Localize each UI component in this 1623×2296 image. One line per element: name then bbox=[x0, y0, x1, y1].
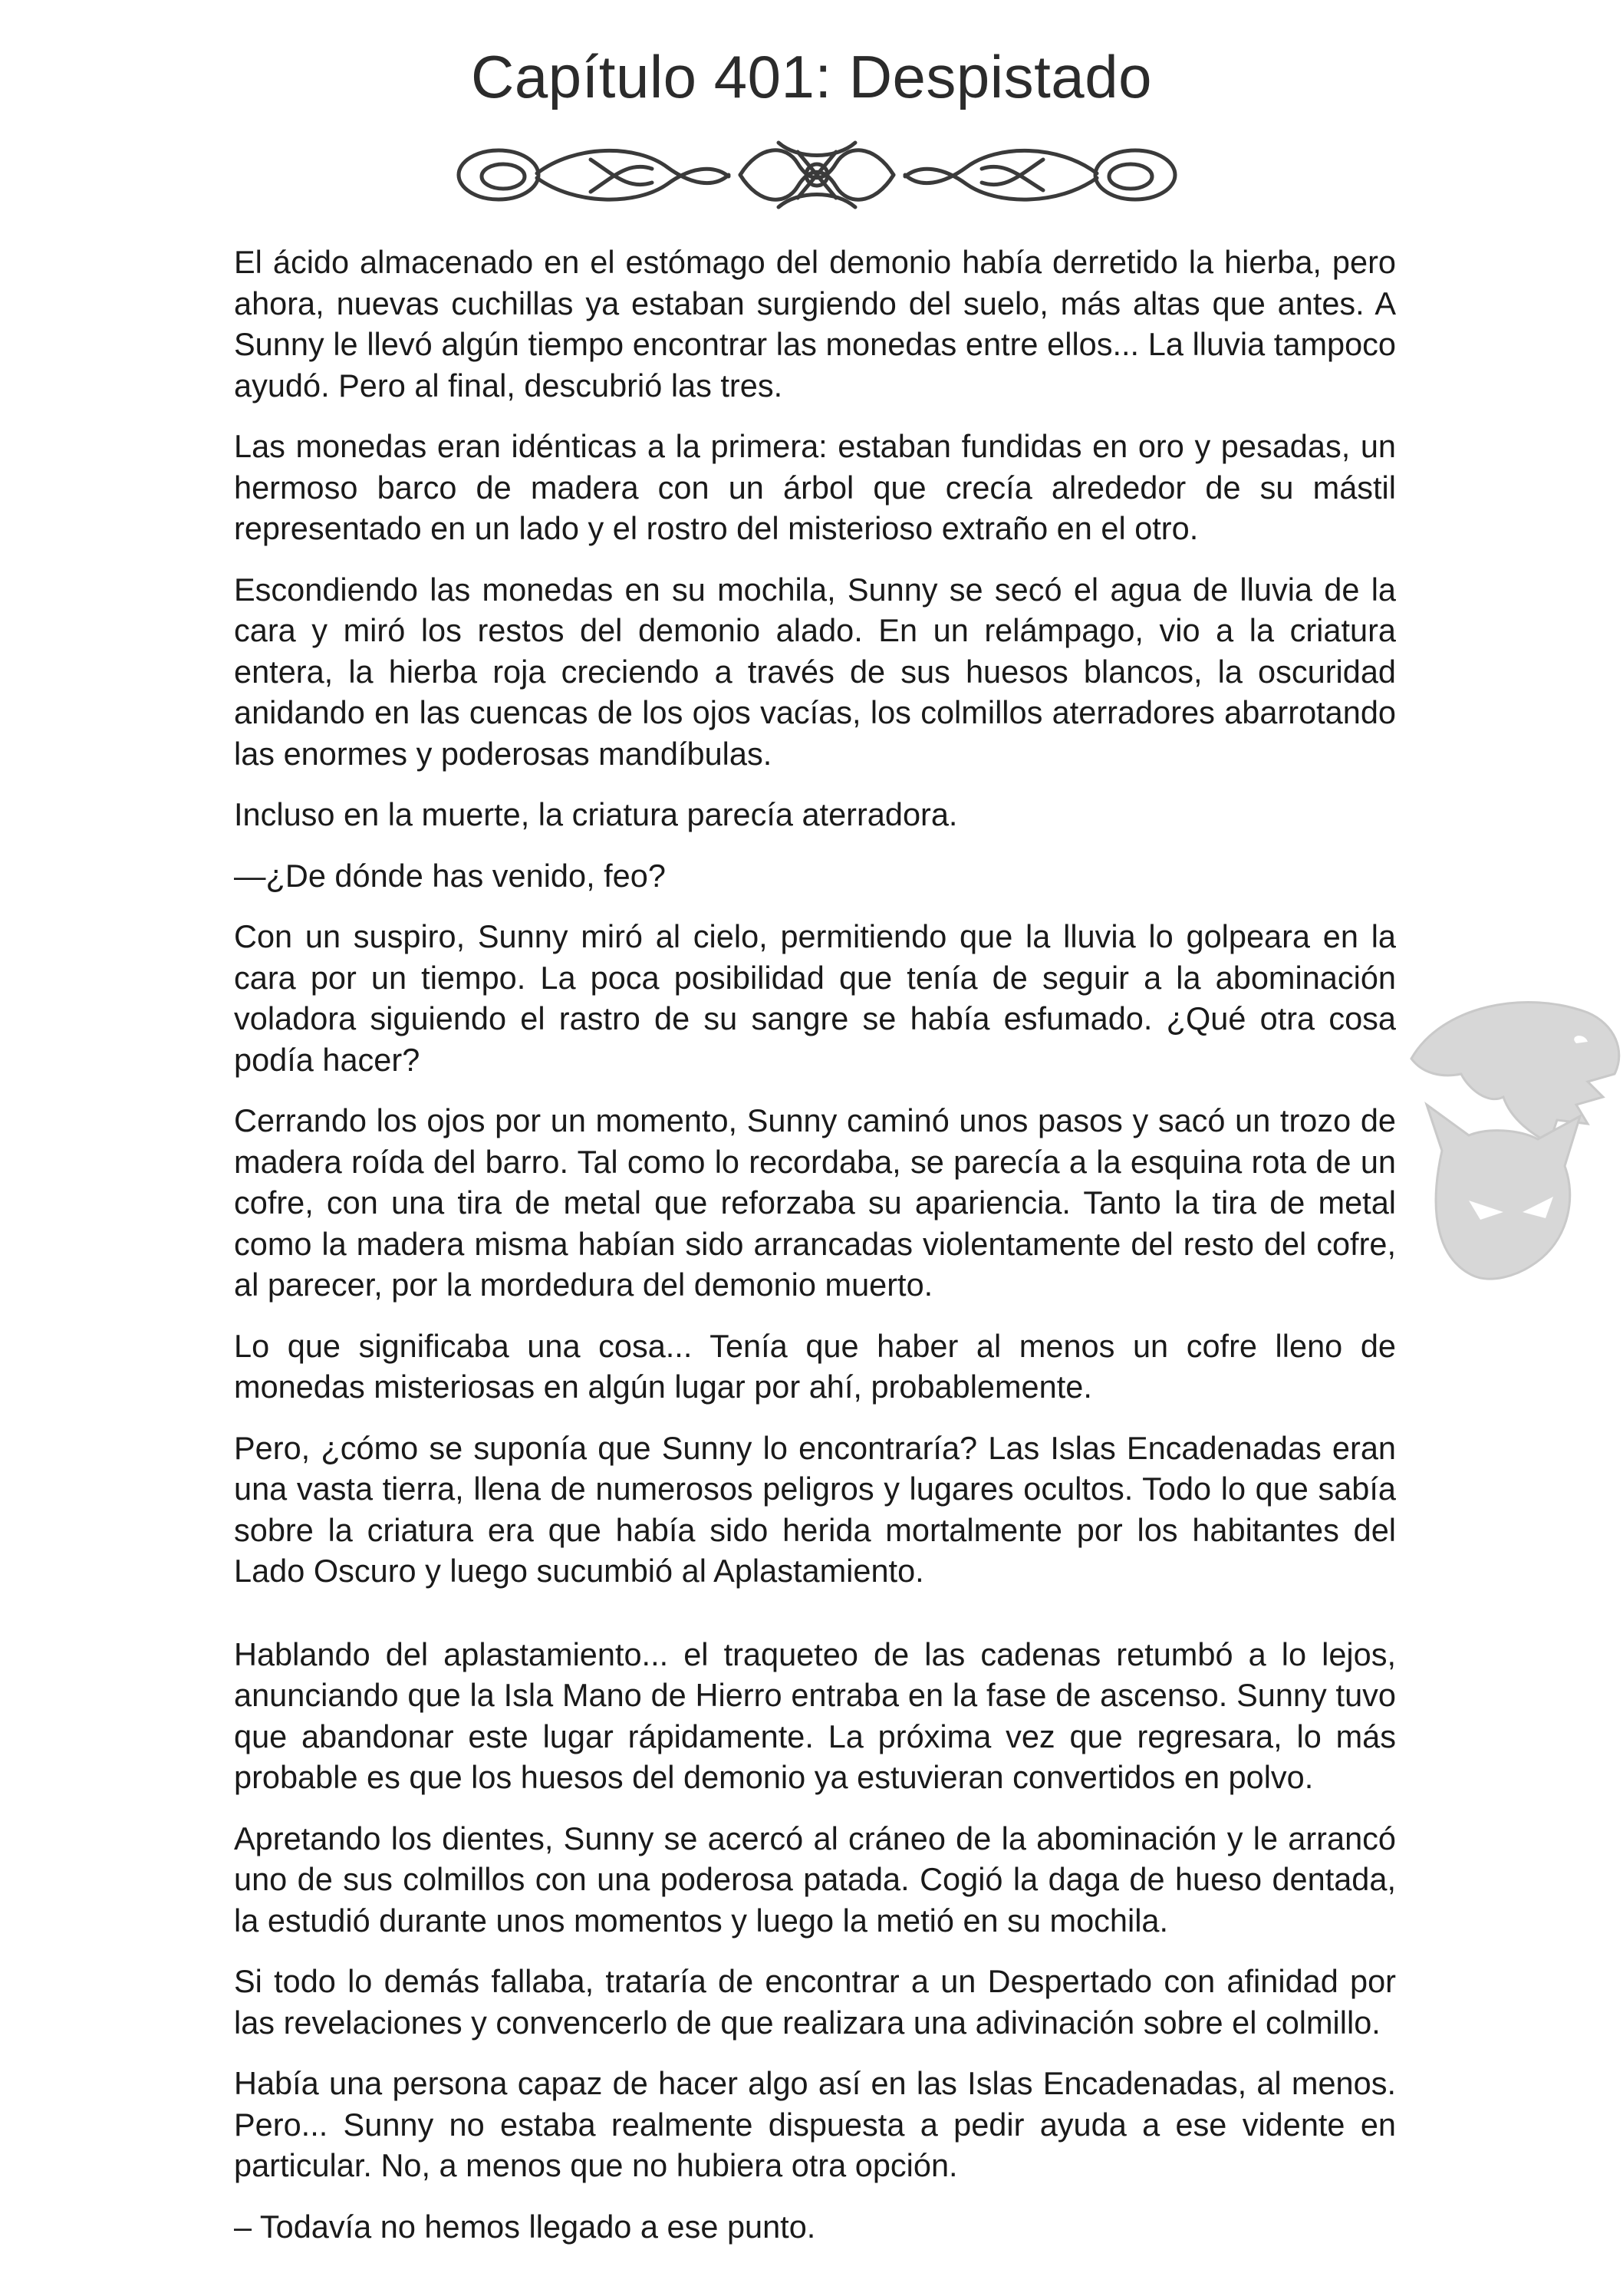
paragraph: Había una persona capaz de hacer algo así en las Islas Encadenadas, al menos. Pero... Sunny no estaba realmente dispuesta a pedir ayuda a ese vidente en particular. No, a menos que no hubiera otra opción. bbox=[234, 2065, 1396, 2183]
flourish-divider-icon bbox=[437, 129, 1197, 221]
paragraph: El ácido almacenado en el estómago del demonio había derretido la hierba, pero ahora, nuevas cuchillas ya estaban surgiendo del suelo, más altas que antes. A Sunny le llevó algún tiempo encontrar las monedas entre ellos... La lluvia tampoco ayudó. Pero al final, descubrió las tres. bbox=[234, 244, 1396, 404]
chapter-title: Capítulo 401: Despistado bbox=[471, 43, 1152, 110]
paragraph: Con un suspiro, Sunny miró al cielo, permitiendo que la lluvia lo golpeara en la cara por un tiempo. La poca posibilidad que tenía de seguir a la abominación voladora siguiendo el rastro de su sangre se había esfumado. ¿Qué otra cosa podía hacer? bbox=[234, 918, 1396, 1078]
paragraph: Incluso en la muerte, la criatura parecía aterradora. bbox=[234, 796, 958, 832]
paragraph: Apretando los dientes, Sunny se acercó al cráneo de la abominación y le arrancó uno de sus colmillos con una poderosa patada. Cogió la daga de hueso dentada, la estudió durante unos momentos y luego la metió en su mochila. bbox=[234, 1820, 1396, 1939]
paragraph: Si todo lo demás fallaba, trataría de encontrar a un Despertado con afinidad por las revelaciones y convencerlo de que realizara una adivinación sobre el colmillo. bbox=[234, 1963, 1396, 2041]
paragraph: – Todavía no hemos llegado a ese punto. bbox=[234, 2208, 816, 2245]
dinosaur-demon-watermark-icon bbox=[1396, 990, 1623, 1296]
paragraph: Lo que significaba una cosa... Tenía que haber al menos un cofre lleno de monedas misteriosas en algún lugar por ahí, probablemente. bbox=[234, 1327, 1396, 1405]
paragraph: Las monedas eran idénticas a la primera: estaban fundidas en oro y pesadas, un hermoso barco de madera con un árbol que crecía alrededor de su mástil representado en un lado y el rostro del misterioso extraño en el otro. bbox=[234, 428, 1396, 546]
paragraph: Pero, ¿cómo se suponía que Sunny lo encontraría? Las Islas Encadenadas eran una vasta tierra, llena de numerosos peligros y lugares ocultos. Todo lo que sabía sobre la criatura era que había sido herida mortalmente por los habitantes del Lado Oscuro y luego sucumbió al Aplastamiento. bbox=[234, 1429, 1396, 1589]
paragraph: Escondiendo las monedas en su mochila, Sunny se secó el agua de lluvia de la cara y miró los restos del demonio alado. En un relámpago, vio a la criatura entera, la hierba roja creciendo a través de sus huesos blancos, la oscuridad anidando en las cuencas de los ojos vacías, los colmillos aterradores abarrotando las enormes y poderosas mandíbulas. bbox=[234, 571, 1396, 772]
paragraph: Cerrando los ojos por un momento, Sunny caminó unos pasos y sacó un trozo de madera roída del barro. Tal como lo recordaba, se parecía a la esquina rota de un cofre, con una tira de metal que reforzaba su apariencia. Tanto la tira de metal como la madera misma habían sido arrancadas violentamente del resto del cofre, al parecer, por la mordedura del demonio muerto. bbox=[234, 1102, 1396, 1303]
paragraph: —¿De dónde has venido, feo? bbox=[234, 857, 666, 894]
paragraph: Hablando del aplastamiento... el traqueteo de las cadenas retumbó a lo lejos, anunciando que la Isla Mano de Hierro entraba en la fase de ascenso. Sunny tuvo que abandonar este lugar rápidamente. La próxima vez que regresara, lo más probable es que los huesos del demonio ya estuvieran convertidos en polvo. bbox=[234, 1636, 1396, 1795]
chapter-body bbox=[234, 242, 1396, 2267]
